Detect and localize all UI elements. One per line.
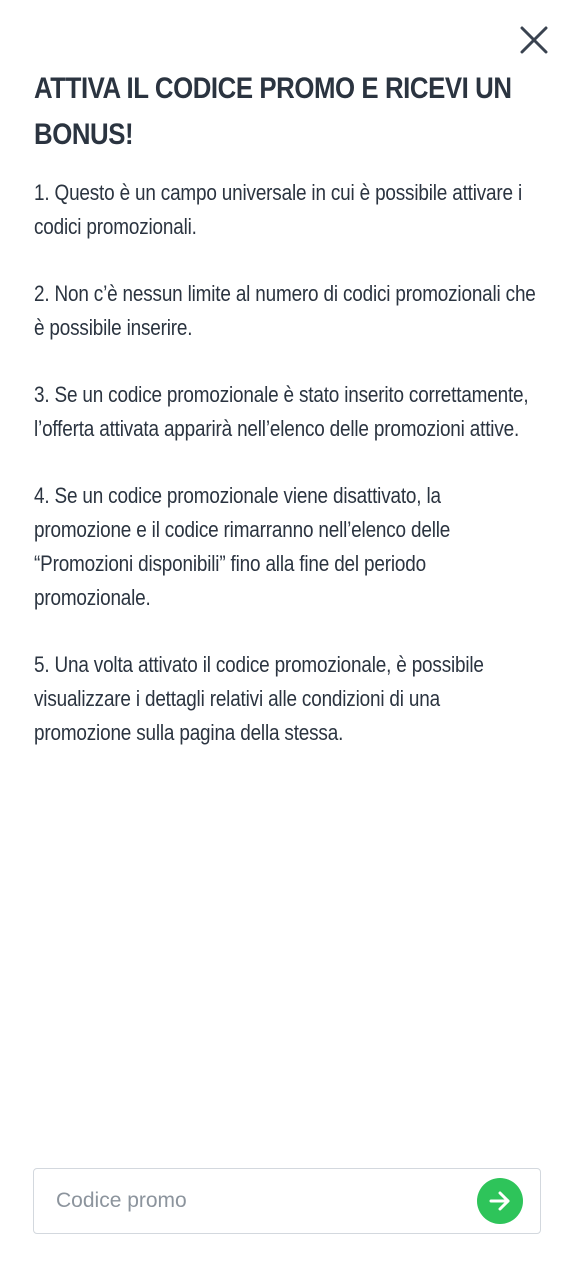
close-icon <box>520 26 548 54</box>
rules-list <box>34 176 541 783</box>
rule-item-4: 4. Se un codice promozionale viene disattivato, la promozione e il codice rimarranno nell’elenco delle “Promozioni disponibili” fino alla fine del periodo promozionale. <box>34 483 451 610</box>
promo-code-input[interactable] <box>34 1169 477 1233</box>
rule-item-3: 3. Se un codice promozionale è stato inserito correttamente, l’offerta attivata apparirà nell’elenco delle promozioni attive. <box>34 382 529 441</box>
modal-title: ATTIVA IL CODICE PROMO E RICEVI UN BONUS! <box>34 72 512 151</box>
arrow-right-icon <box>487 1188 513 1214</box>
rule-item-1: 1. Questo è un campo universale in cui è possibile attivare i codici promozionali. <box>34 180 523 239</box>
close-button[interactable] <box>516 22 552 58</box>
promo-code-form <box>33 1168 541 1234</box>
submit-promo-button[interactable] <box>477 1178 523 1224</box>
rule-item-2: 2. Non c’è nessun limite al numero di codici promozionali che è possibile inserire. <box>34 281 536 340</box>
rule-item-5: 5. Una volta attivato il codice promozionale, è possibile visualizzare i dettagli relativi alle condizioni di una promozione sulla pagina della stessa. <box>34 652 484 745</box>
